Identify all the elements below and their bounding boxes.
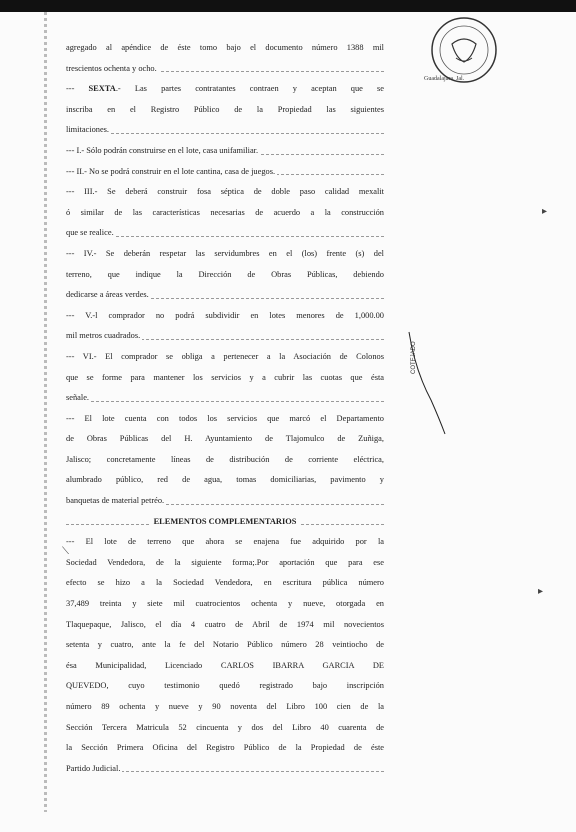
text-line: que se forme para mantener los servicios y a cubrir las cuotas que ésta (66, 372, 384, 382)
scan-top-border (0, 0, 576, 12)
text-line: --- V.-l comprador no podrá subdividir en lotes menores de 1,000.00 (66, 310, 384, 320)
ink-speck: ▸ (538, 586, 544, 597)
text-line: --- SEXTA.- Las partes contratantes contraen y aceptan que se (66, 84, 384, 94)
scan-left-edge (44, 12, 47, 812)
text-line: Tlaquepaque, Jalisco, el día 4 cuatro de Abril de 1974 mil novecientos (66, 619, 384, 629)
text-line: QUEVEDO, cuyo testimonio quedó registrado bajo inscripción (66, 681, 384, 691)
text-line: --- El lote de terreno que ahora se enajena fue adquirido por la (66, 537, 384, 547)
text-line: inscriba en el Registro Público de la Propiedad las siguientes (66, 104, 384, 114)
ink-speck: ▸ (542, 206, 548, 217)
text-line: --- III.- Se deberá construir fosa séptica de doble paso calidad mexalit (66, 187, 384, 197)
svg-text:COTEJADO: COTEJADO (411, 341, 417, 374)
text-line: Jalisco; concretamente líneas de distribución de corriente eléctrica, (66, 454, 384, 464)
text-line: --- I.- Sólo podrán construirse en el lote, casa unifamiliar. (66, 141, 384, 162)
text-line: alumbrado público, red de agua, tomas domiciliarias, pavimento y (66, 475, 384, 485)
text-line: ELEMENTOS COMPLEMENTARIOS (66, 512, 384, 533)
text-line: número 89 ochenta y nueve y 90 noventa del Libro 100 cien de la (66, 702, 384, 711)
text-line: --- II.- No se podrá construir en el lote cantina, casa de juegos. (66, 162, 384, 183)
text-line: ésa Municipalidad, Licenciado CARLOS IBARRA GARCIA DE (66, 660, 384, 670)
text-line: trescientos ochenta y ocho. (66, 59, 384, 80)
pen-stroke (405, 330, 455, 440)
text-line: limitaciones. (66, 120, 384, 141)
text-line: Sección Tercera Matricula 52 cincuenta y dos del Libro 40 cuarenta de (66, 722, 384, 732)
text-line: la Sección Primera Oficina del Registro Público de la Propiedad de éste (66, 743, 384, 753)
svg-text:Guadalajara, Jal.: Guadalajara, Jal. (424, 76, 465, 82)
document-page (66, 38, 384, 779)
text-line: ó similar de las características necesarias de acuerdo a la construcción (66, 207, 384, 217)
text-line: 37,489 treinta y siete mil cuatrocientos ochenta y nueve, otorgada en (66, 599, 384, 609)
text-line: señale. (66, 388, 384, 409)
text-line: Sociedad Vendedora, de la siguiente forma;.Por aportación que para ese (66, 557, 384, 567)
text-line: --- VI.- El comprador se obliga a pertenecer a la Asociación de Colonos (66, 351, 384, 361)
text-line: banquetas de material petréo. (66, 491, 384, 512)
text-line: setenta y cuatro, ante la fe del Notario Público número 28 veintiocho de (66, 640, 384, 650)
text-line: --- El lote cuenta con todos los servicios que marcó el Departamento (66, 413, 384, 423)
pen-mark: ⟍ (62, 546, 69, 557)
notary-seal (416, 14, 500, 84)
text-line: agregado al apéndice de éste tomo bajo el documento número 1388 mil (66, 43, 384, 52)
text-line: dedicarse a áreas verdes. (66, 285, 384, 306)
text-line: de Obras Públicas del H. Ayuntamiento de Tlajomulco de Zuñiga, (66, 434, 384, 444)
text-line: terreno, que indique la Dirección de Obras Públicas, debiendo (66, 269, 384, 279)
text-line: efecto se hizo a la Sociedad Vendedora, en escritura pública número (66, 578, 384, 588)
text-line: mil metros cuadrados. (66, 326, 384, 347)
text-line: Partido Judicial. (66, 759, 384, 780)
text-line: --- IV.- Se deberán respetar las servidumbres en el (los) frente (s) del (66, 248, 384, 258)
text-line: que se realice. (66, 223, 384, 244)
